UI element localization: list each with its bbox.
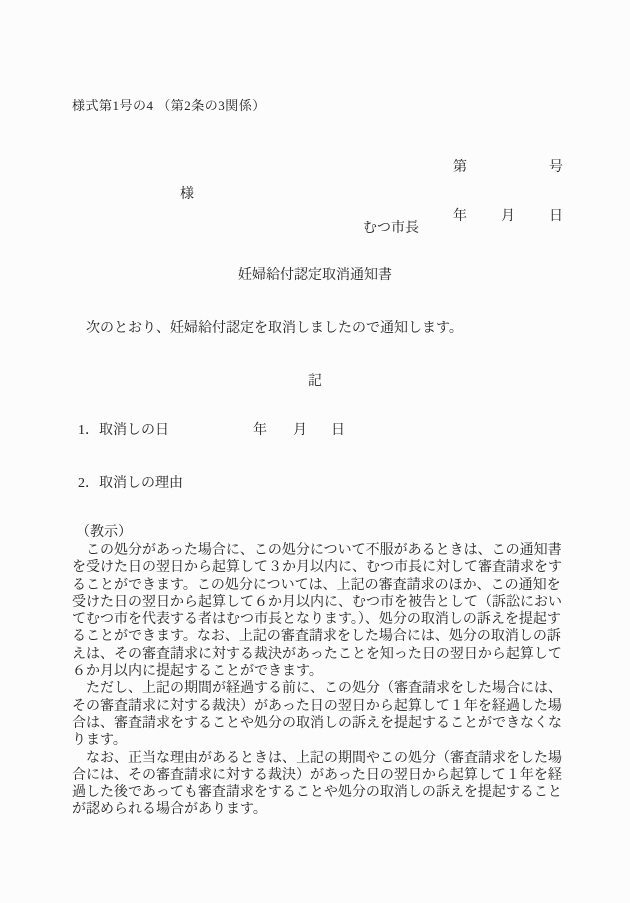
addressee-honorific: 様 — [180, 187, 194, 202]
notice-line: ることができます。なお、上記の審査請求をした場合には、処分の取消しの訴 — [72, 629, 561, 645]
notice-line: を受けた日の翌日から起算して３か月以内に、むつ市長に対して審査請求をす — [72, 560, 562, 576]
ki-marker: 記 — [308, 374, 322, 389]
intro-text: 次のとおり、妊婦給付認定を取消しましたので通知します。 — [72, 321, 463, 336]
notice-body — [72, 542, 564, 819]
doc-number-suffix: 号 — [549, 160, 563, 175]
cancellation-date-day-label: 日 — [331, 423, 345, 438]
notice-heading: （教示） — [76, 525, 132, 540]
notice-line: 合には、その審査請求に対する裁決）があった日の翌日から起算して１年を経 — [72, 767, 562, 783]
notice-line: その審査請求に対する裁決）があった日の翌日から起算して１年を経過した場 — [72, 698, 562, 714]
sender-name: むつ市長 — [363, 221, 419, 236]
cancellation-date-year-label: 年 — [253, 423, 267, 438]
notice-line: 受けた日の翌日から起算して６か月以内に、むつ市を被告として（訴訟におい — [72, 594, 562, 610]
section-1-label: 1．取消しの日 — [78, 423, 169, 438]
notice-line: ります。 — [72, 733, 127, 749]
notice-line: ることができます。この処分については、上記の審査請求のほか、この通知を — [72, 577, 561, 593]
doc-number-block — [453, 127, 563, 258]
form-number: 様式第1号の4 （第2条の3関係） — [72, 98, 266, 113]
notice-line: 過した後であっても審査請求をすることや処分の取消しの訴えを提起すること — [72, 785, 562, 801]
document-title: 妊婦給付認定取消通知書 — [238, 268, 392, 283]
notice-line: えは、その審査請求に対する裁決があったことを知った日の翌日から起算して — [72, 646, 562, 662]
cancellation-date-month-label: 月 — [293, 423, 307, 438]
notice-line: ただし、上記の期間が経過する前に、この処分（審査請求をした場合には、 — [72, 681, 562, 697]
notice-line: この処分があった場合に、この処分について不服があるときは、この通知書 — [72, 543, 562, 558]
notice-line: が認められる場合があります。 — [72, 802, 267, 818]
doc-date-row — [453, 208, 563, 225]
notice-line: なお、正当な理由があるときは、上記の期間やこの処分（審査請求をした場 — [72, 750, 562, 766]
notice-line: ６か月以内に提起することができます。 — [72, 664, 323, 680]
doc-date-day: 日 — [549, 209, 563, 225]
section-2-label: 2．取消しの理由 — [78, 476, 183, 491]
doc-date-year: 年 — [453, 209, 467, 225]
notice-line: てむつ市を代表する者はむつ市長となります。）、処分の取消しの訴えを提起す — [72, 612, 561, 628]
doc-number-prefix: 第 — [453, 160, 467, 175]
doc-number-row — [453, 159, 563, 176]
notice-line: 合は、審査請求をすることや処分の取消しの訴えを提起することができなくな — [72, 715, 562, 731]
doc-date-month: 月 — [501, 209, 515, 225]
